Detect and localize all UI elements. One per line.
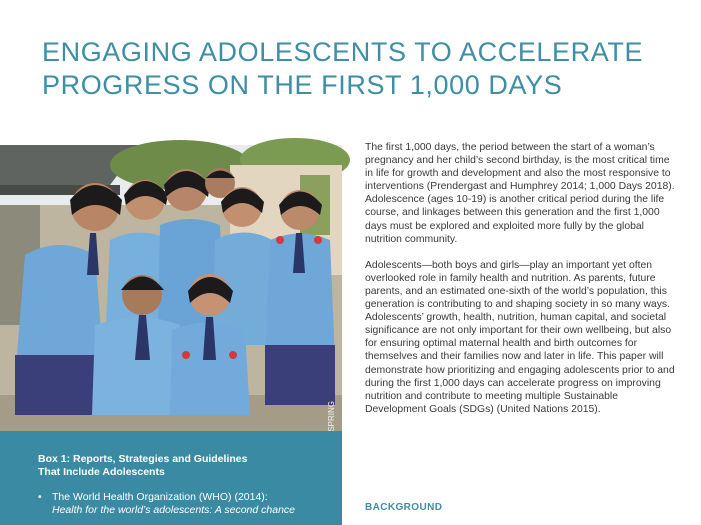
page-title bbox=[42, 36, 662, 102]
page-title-line-1: ENGAGING ADOLESCENTS TO ACCELERATE bbox=[42, 37, 644, 67]
box-list-item bbox=[38, 491, 322, 517]
box-title bbox=[38, 453, 322, 479]
body-text bbox=[365, 141, 677, 416]
page-title-line-2: PROGRESS ON THE FIRST 1,000 DAYS bbox=[42, 70, 563, 100]
info-box bbox=[0, 431, 342, 525]
box-list-item-title: Health for the world’s adolescents: A second chance bbox=[52, 504, 296, 516]
box-title-line-2: That Include Adolescents bbox=[38, 466, 165, 478]
box-title-line-1: Box 1: Reports, Strategies and Guidelines bbox=[38, 453, 248, 465]
students-photo bbox=[0, 145, 342, 431]
section-heading: BACKGROUND bbox=[365, 502, 443, 513]
paragraph-2: Adolescents—both boys and girls—play an important yet often overlooked role in family health and nutrition. As parents, future parents, and an estimated one-sixth of the world’s population, this generation is contributing to and shaping society in so many ways. Adolescents’ growth, health, nutrition, human capital, and societal significance are not only important for their own wellbeing, but also for ensuring optimal maternal health and birth outcomes for themselves and their families now and later in life. This paper will demonstrate how prioritizing and engaging adolescents prior to and during the first 1,000 days can accelerate progress on improving nutrition and contribute to meeting multiple Sustainable Development Goals (SDGs) (United Nations 2015). bbox=[365, 259, 675, 415]
box-list bbox=[38, 491, 322, 517]
box-list-item-text: The World Health Organization (WHO) (2014): bbox=[52, 491, 268, 503]
paragraph-1: The first 1,000 days, the period between the start of a woman’s pregnancy and her child’s second birthday, is the most critical time in life for growth and development and also the most responsive to interventions (Prendergast and Humphrey 2014; 1,000 Days 2018). Adolescence (ages 10-19) is another critical period during the life course, and linkages between this generation and the first 1,000 days must be explored and exploited more fully by the global nutrition community. bbox=[365, 142, 675, 245]
